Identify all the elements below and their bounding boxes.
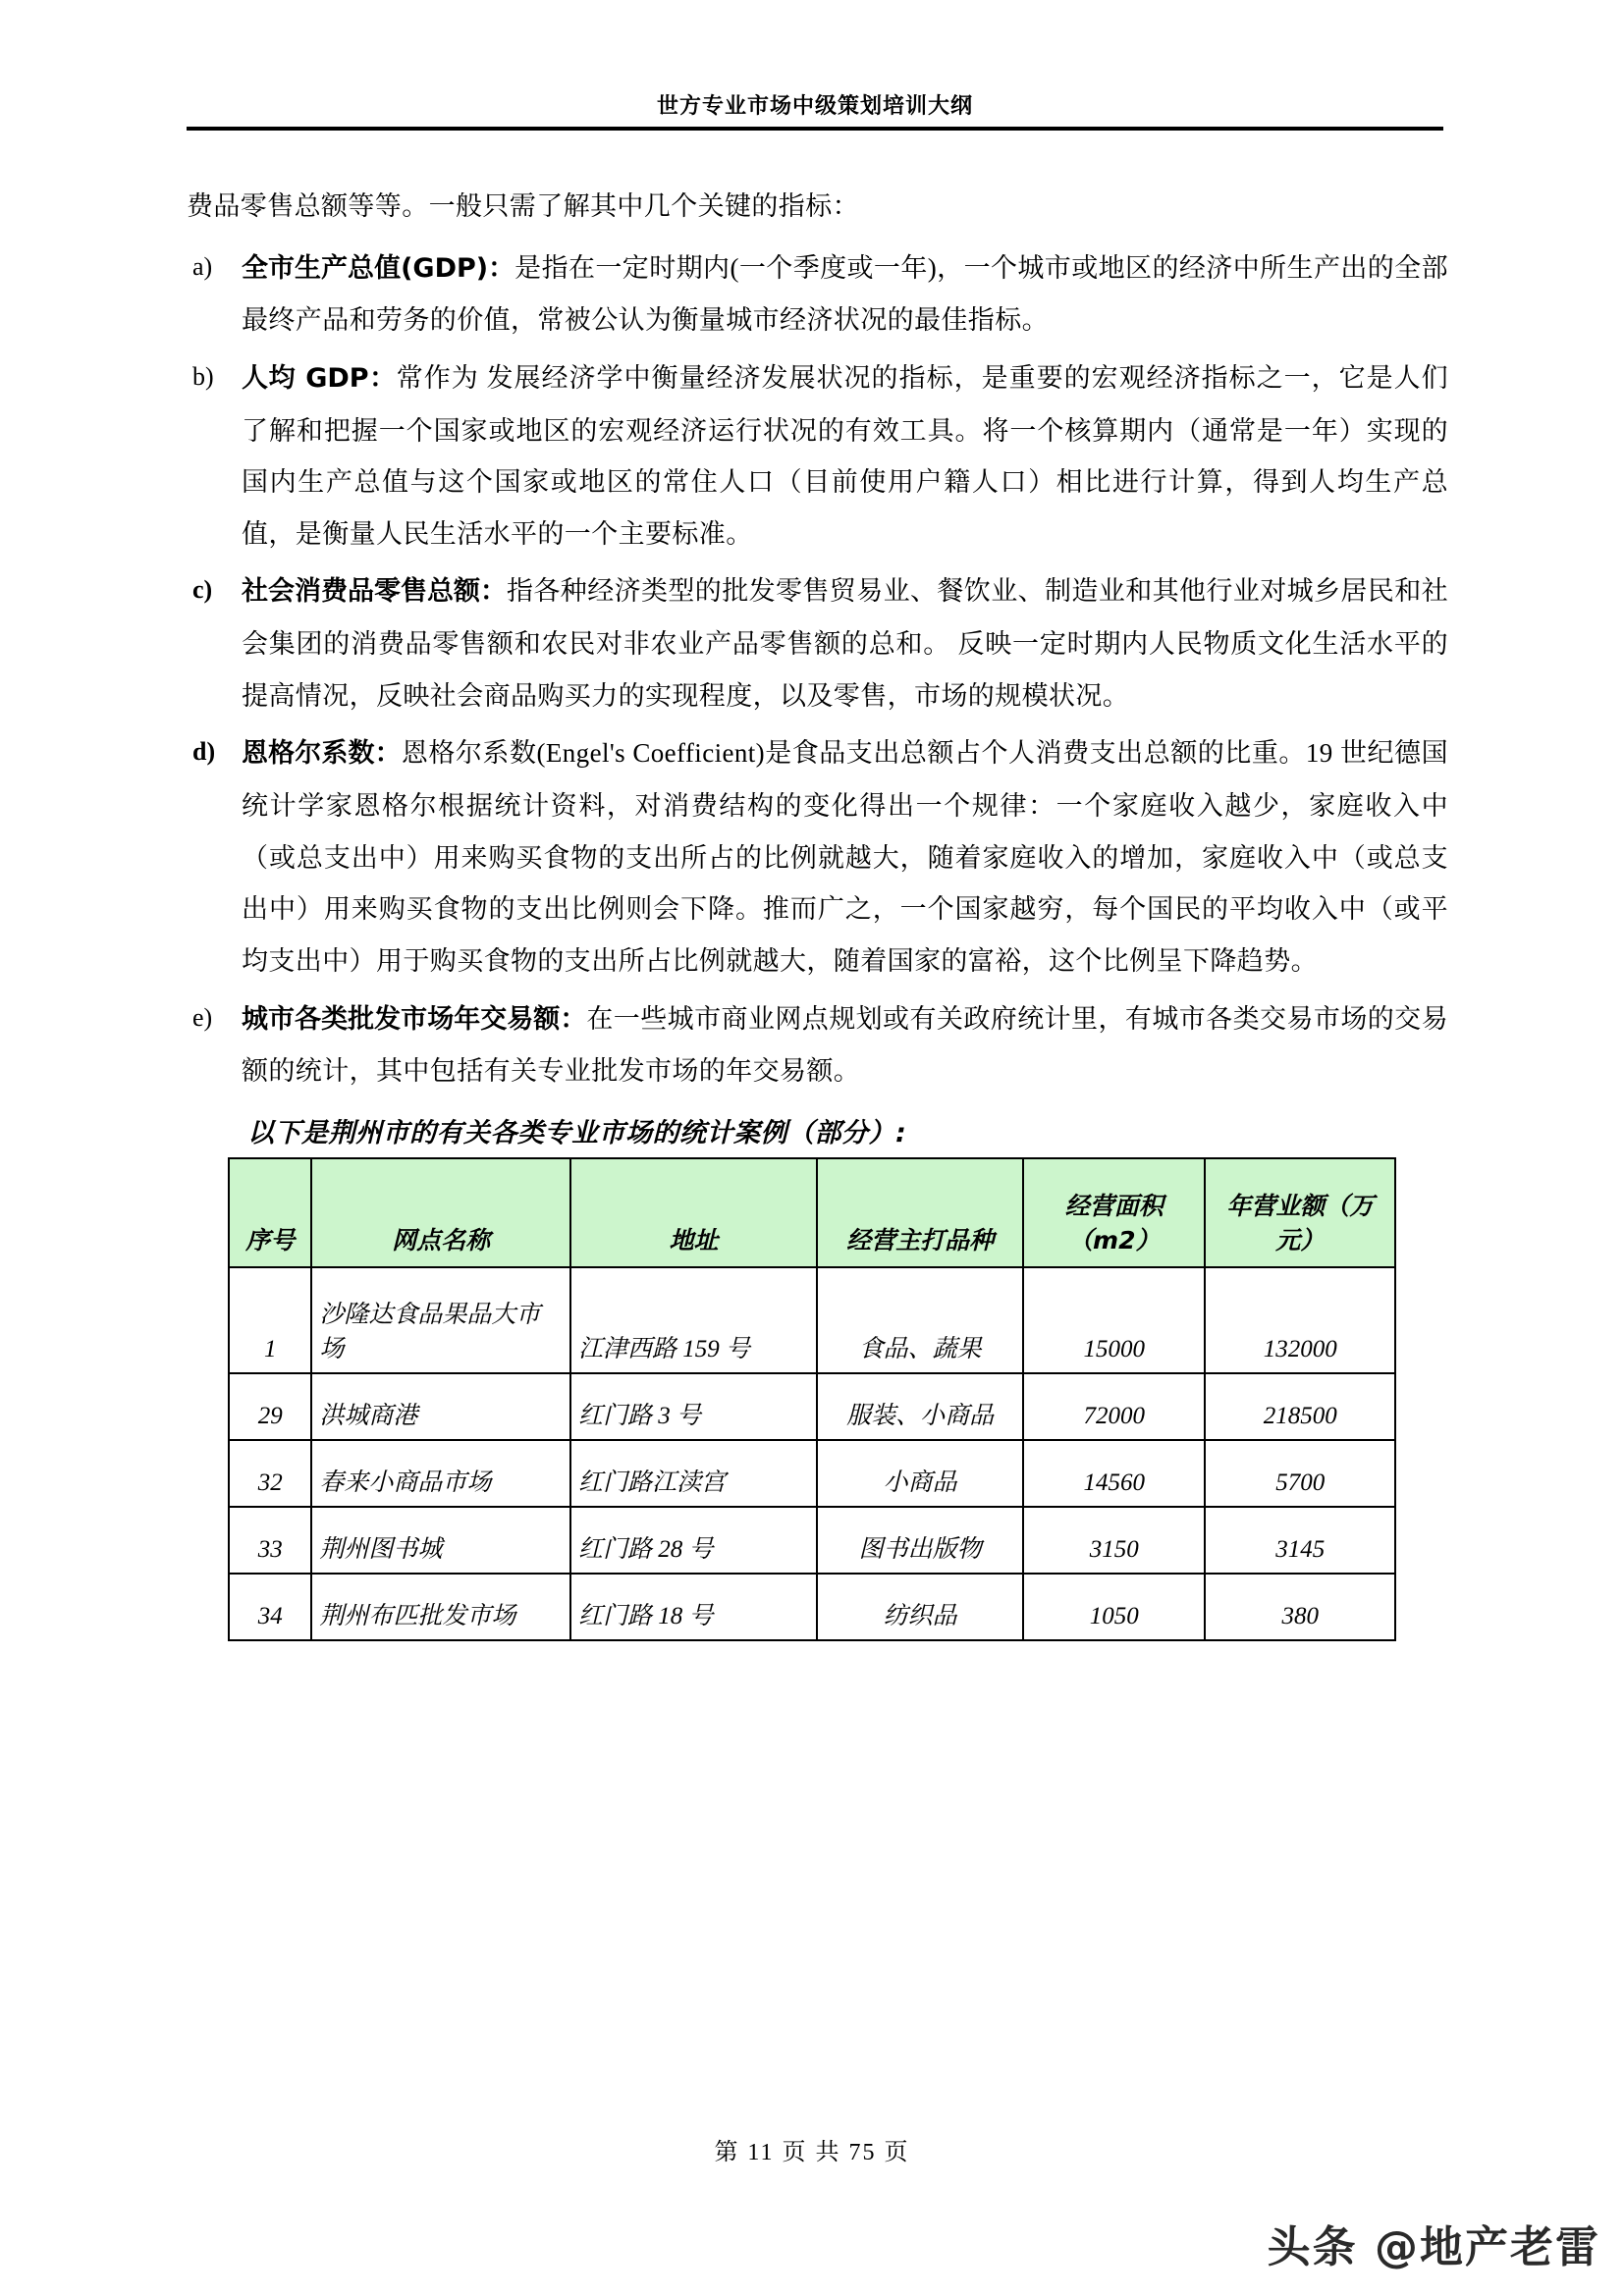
column-header-name: 网点名称 [311, 1158, 570, 1267]
list-item [187, 242, 1448, 347]
list-lead-d: 恩格尔系数： [242, 738, 402, 770]
cell-revenue: 5700 [1205, 1440, 1395, 1507]
cell-product: 食品、蔬果 [817, 1267, 1023, 1373]
cell-address: 红门路江渎宫 [570, 1440, 817, 1507]
list-body-d [242, 727, 1448, 987]
cell-area: 72000 [1023, 1373, 1205, 1440]
cell-name: 荆州图书城 [311, 1507, 570, 1574]
cell-name: 洪城商港 [311, 1373, 570, 1440]
column-header-area: 经营面积（m2） [1023, 1158, 1205, 1267]
list-text-c: 指各种经济类型的批发零售贸易业、餐饮业、制造业和其他行业对城乡居民和社会集团的消费品零售额和农民对非农业产品零售额的总和。 反映一定时期内人民物质文化生活水平的提高情况，反映社会商品购买力的实现程度，以及零售，市场的规模状况。 [242, 576, 1448, 711]
cell-no: 29 [229, 1373, 311, 1440]
cell-revenue: 132000 [1205, 1267, 1395, 1373]
intro-paragraph: 费品零售总额等等。一般只需了解其中几个关键的指标： [187, 191, 859, 221]
cell-no: 33 [229, 1507, 311, 1574]
list-body-c [242, 565, 1448, 721]
list-body-e [242, 993, 1448, 1097]
cell-area: 14560 [1023, 1440, 1205, 1507]
list-marker-b: b) [192, 361, 214, 391]
list-body-a [242, 242, 1448, 347]
list-lead-e: 城市各类批发市场年交易额： [242, 1003, 587, 1035]
header-divider [187, 127, 1443, 131]
list-body-b [242, 352, 1448, 561]
header-title: 世方专业市场中级策划培训大纲 [656, 94, 973, 119]
cell-no: 1 [229, 1267, 311, 1373]
table-row [229, 1440, 1395, 1507]
list-item [187, 993, 1448, 1097]
market-statistics-table [228, 1157, 1396, 1641]
cell-revenue: 380 [1205, 1574, 1395, 1640]
cell-product: 纺织品 [817, 1574, 1023, 1640]
list-text-a: 是指在一定时期内(一个季度或一年)，一个城市或地区的经济中所生产出的全部最终产品和劳务的价值，常被公认为衡量城市经济状况的最佳指标。 [242, 252, 1448, 336]
list-lead-b: 人均 GDP： [242, 362, 397, 394]
cell-area: 3150 [1023, 1507, 1205, 1574]
document-body [187, 181, 1448, 1641]
column-header-revenue: 年营业额（万元） [1205, 1158, 1395, 1267]
list-marker-d: d) [192, 737, 216, 767]
list-marker-e: e) [192, 1002, 213, 1032]
table-row [229, 1507, 1395, 1574]
list-text-e: 在一些城市商业网点规划或有关政府统计里，有城市各类交易市场的交易额的统计，其中包括有关专业批发市场的年交易额。 [242, 1003, 1448, 1087]
table-row [229, 1267, 1395, 1373]
table-row [229, 1373, 1395, 1440]
list-marker-a: a) [192, 251, 213, 281]
cell-address: 红门路 3 号 [570, 1373, 817, 1440]
cell-area: 1050 [1023, 1574, 1205, 1640]
table-caption: 以下是荆州市的有关各类专业市场的统计案例（部分）: [247, 1117, 907, 1148]
column-header-address: 地址 [570, 1158, 817, 1267]
list-item [187, 727, 1448, 987]
cell-address: 红门路 18 号 [570, 1574, 817, 1640]
list-item [187, 565, 1448, 721]
cell-name: 春来小商品市场 [311, 1440, 570, 1507]
list-lead-a: 全市生产总值(GDP)： [242, 252, 515, 284]
table-row [229, 1574, 1395, 1640]
cell-no: 32 [229, 1440, 311, 1507]
cell-revenue: 3145 [1205, 1507, 1395, 1574]
cell-area: 15000 [1023, 1267, 1205, 1373]
cell-name: 荆州布匹批发市场 [311, 1574, 570, 1640]
cell-address: 红门路 28 号 [570, 1507, 817, 1574]
list-text-b: 常作为 发展经济学中衡量经济发展状况的指标，是重要的宏观经济指标之一，它是人们了解和把握一个国家或地区的宏观经济运行状况的有效工具。将一个核算期内（通常是一年）实现的国内生产总值与这个国家或地区的常住人口（目前使用户籍人口）相比进行计算，得到人均生产总值，是衡量人民生活水平的一个主要标准。 [242, 362, 1448, 549]
table-header-row-group [229, 1158, 1395, 1267]
page-header [187, 94, 1443, 131]
table-header-row [229, 1158, 1395, 1267]
column-header-product: 经营主打品种 [817, 1158, 1023, 1267]
cell-revenue: 218500 [1205, 1373, 1395, 1440]
list-text-d: 恩格尔系数(Engel's Coefficient)是食品支出总额占个人消费支出总额的比重。19 世纪德国统计学家恩格尔根据统计资料，对消费结构的变化得出一个规律：一个家庭收入越少，家庭收入中（或总支出中）用来购买食物的支出所占的比例就越大，随着家庭收入的增加，家庭收入中（或总支出中）用来购买食物的支出比例则会下降。推而广之，一个国家越穷，每个国民的平均收入中（或平均支出中）用于购买食物的支出所占比例就越大，随着国家的富裕，这个比例呈下降趋势。 [242, 738, 1448, 976]
cell-no: 34 [229, 1574, 311, 1640]
table-body [229, 1267, 1395, 1640]
watermark: 头条 @地产老雷 [1267, 2222, 1600, 2272]
page-footer: 第 11 页 共 75 页 [714, 2140, 910, 2165]
cell-name: 沙隆达食品果品大市场 [311, 1267, 570, 1373]
list-lead-c: 社会消费品零售总额： [242, 576, 507, 608]
list-marker-c: c) [192, 575, 213, 605]
column-header-no: 序号 [229, 1158, 311, 1267]
list-item [187, 352, 1448, 561]
cell-address: 江津西路 159 号 [570, 1267, 817, 1373]
cell-product: 图书出版物 [817, 1507, 1023, 1574]
cell-product: 服装、小商品 [817, 1373, 1023, 1440]
cell-product: 小商品 [817, 1440, 1023, 1507]
